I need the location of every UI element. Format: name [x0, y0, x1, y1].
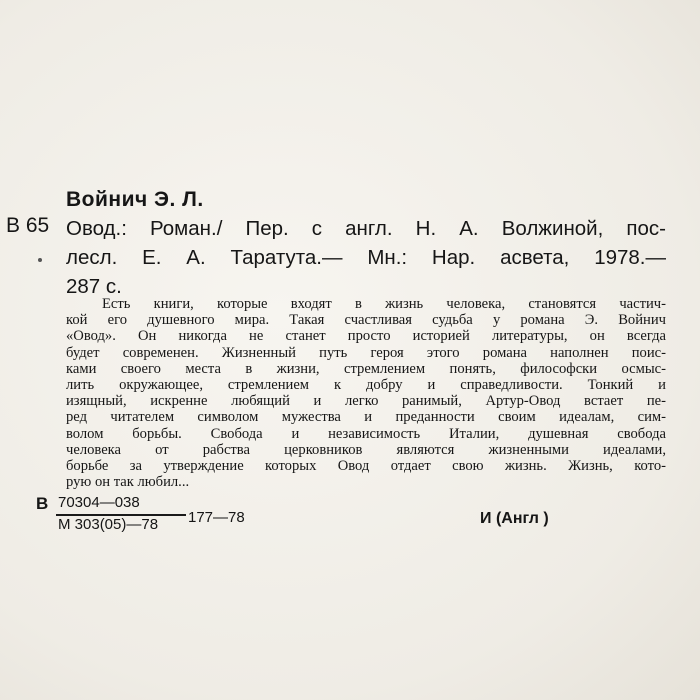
annotation-line: кой его душевного мира. Такая счастливая судьба у романа Э. Войнич — [66, 312, 666, 329]
classification-index: И (Англ ) — [480, 510, 549, 527]
biblio-line: лесл. Е. А. Таратута.— Мн.: Нар. асвета, 1978.— — [66, 246, 666, 269]
code-denominator: М 303(05)—78 — [58, 516, 159, 533]
annotation-line: будет современен. Жизненный путь героя этого романа наполнен поис- — [66, 344, 666, 361]
code-letter: В — [36, 494, 49, 513]
annotation-line: ками своего места в жизни, стремлением понять, философски осмыс- — [66, 360, 666, 377]
annotation-text — [66, 296, 666, 490]
annotation-line: борьбе за утверждение которых Овод отдает свою жизнь. Жизнь, кото- — [66, 458, 666, 475]
margin-dot — [38, 258, 42, 262]
bibliographic-description — [66, 214, 666, 301]
code-numerator: 70304—038 — [58, 494, 140, 511]
annotation-line: изящный, искренне любящий и легко ранимый, Артур-Овод встает пе- — [66, 393, 666, 410]
annotation-line: рую он так любил... — [66, 474, 190, 491]
shelf-mark: В 65 — [6, 214, 50, 237]
annotation-line: ред читателем символом мужества и преданности своим идеалам, сим- — [66, 409, 666, 426]
annotation-line: Есть книги, которые входят в жизнь человека, становятся частич- — [102, 296, 666, 312]
annotation-line: волом борьбы. Свобода и независимость Италии, душевная свобода — [66, 425, 666, 442]
biblio-line: 287 с. — [66, 275, 122, 298]
author-name: Войнич Э. Л. — [66, 188, 204, 211]
annotation-line: «Овод». Он никогда не станет просто историей литературы, он всегда — [66, 328, 666, 345]
annotation-line: человека от рабства церковников являются жизненными идеалами, — [66, 441, 666, 458]
code-tail: 177—78 — [188, 509, 245, 526]
annotation-line: лить окружающее, стремлением к добру и справедливости. Тонкий и — [66, 377, 666, 394]
biblio-line: Овод.: Роман./ Пер. с англ. Н. А. Волжиной, пос- — [66, 217, 666, 240]
